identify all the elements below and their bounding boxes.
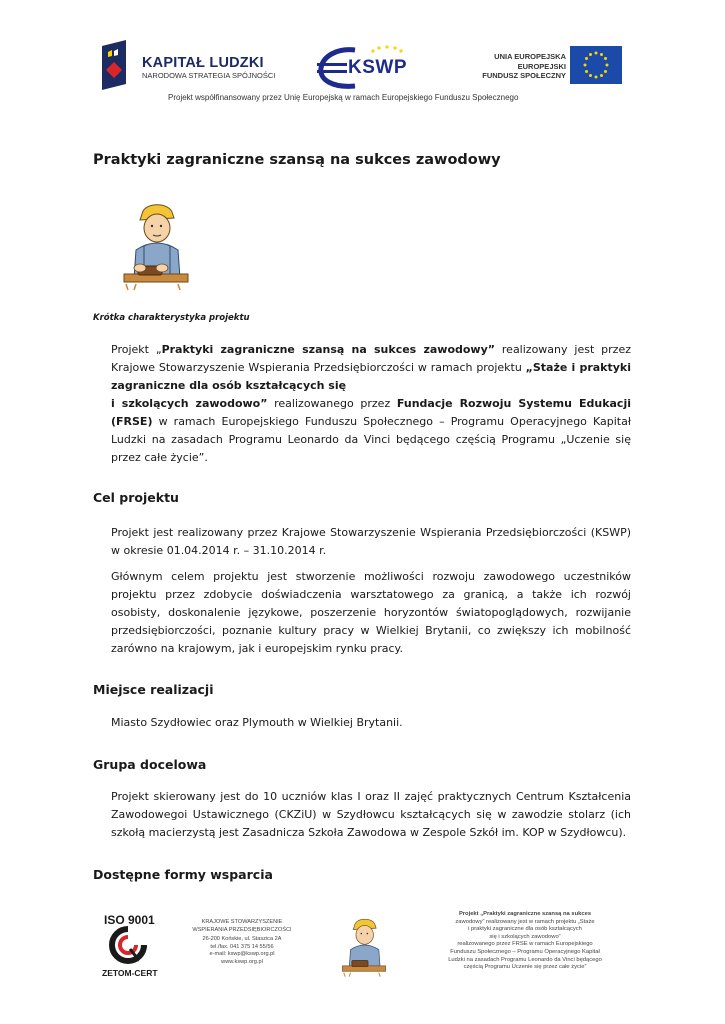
kapital-ludzki-title: KAPITAŁ LUDZKI bbox=[142, 55, 264, 71]
project-note-line: Funduszu Społecznego – Programu Operacyjnego Kapitał bbox=[450, 948, 600, 955]
kswp-contact-line: WSPIERANIA PRZEDSIĘBIORCZOŚCI bbox=[192, 926, 292, 933]
target-group-paragraph: Projekt skierowany jest do 10 uczniów klas I oraz II zajęć praktycznych Centrum Kształcenia Zawodowegoi Ustawicznego (CKZiU) w Szydłowcu kształcących się w zawodzie stolarz (ich szkołą macierzystą jest Zasadnicza Szkoła Zawodowa w Zespole Szkół im. KOP w Szydłowcu). bbox=[111, 790, 631, 839]
place-paragraph: Miasto Szydłowiec oraz Plymouth w Wielkiej Brytanii. bbox=[111, 716, 403, 729]
intro-text-4: w ramach Europejskiego Funduszu Społecznego – Programu Operacyjnego Kapitał Ludzki na zasadach Programu Leonardo da Vinci będącego częścią Programu „Uczenie się przez całe życie”. bbox=[111, 415, 631, 464]
carpenter-worker-small-illustration bbox=[340, 916, 388, 978]
goal-heading: Cel projektu bbox=[93, 490, 179, 505]
iso-9001-label: ISO 9001 bbox=[104, 913, 155, 927]
zetom-cert-logo bbox=[108, 926, 148, 964]
goal-paragraph-main: Głównym celem projektu jest stworzenie możliwości rozwoju zawodowego uczestników projektu przez zdobycie doświadczenia warsztatowego za granicą, a także ich rozwój osobisty, doskonalenie językowe, poszerzenie horyzontów światopoglądowych, rozwijanie przedsiębiorczości, poznanie kultury pracy w Wielkiej Brytanii, co zwiększy ich mobilność zarówno na krajowym, jak i europejskim rynku pracy. bbox=[111, 570, 631, 655]
project-note-line: częścią Programu Uczenie się przez całe życie” bbox=[463, 964, 587, 971]
intro-bold-frse: Fundacje Rozwoju Systemu Edukacji (FRSE) bbox=[111, 397, 631, 428]
eu-label-line: EUROPEJSKI bbox=[517, 61, 566, 71]
page-title: Praktyki zagraniczne szansą na sukces zawodowy bbox=[93, 152, 501, 168]
eu-label-line: UNIA EUROPEJSKA bbox=[494, 52, 566, 61]
kswp-contact-line: 26-200 Końskie, ul. Staszica 2A bbox=[202, 936, 282, 943]
intro-paragraph bbox=[111, 341, 631, 467]
goal-paragraph-period: Projekt jest realizowany przez Krajowe Stowarzyszenie Wspierania Przedsiębiorczości (KSWP) w okresie 01.04.2014 r. – 31.10.2014 r. bbox=[111, 526, 631, 557]
support-forms-heading: Dostępne formy wsparcia bbox=[93, 867, 273, 882]
intro-bold-parent-project: „Staże i praktyki zagraniczne dla osób kształcących się bbox=[111, 361, 631, 392]
zetom-cert-label: ZETOM-CERT bbox=[102, 968, 158, 978]
eu-label-line: FUNDUSZ SPOŁECZNY bbox=[482, 71, 566, 80]
intro-text-3: realizowanego przez bbox=[267, 397, 397, 410]
eu-social-fund-label bbox=[470, 52, 566, 81]
eu-flag-icon bbox=[570, 46, 622, 84]
intro-bold-parent-project-end: i szkolących zawodowo” bbox=[111, 397, 268, 410]
kapital-ludzki-subtitle: NARODOWA STRATEGIA SPÓJNOŚCI bbox=[142, 71, 276, 80]
kswp-logo-text: KSWP bbox=[348, 57, 407, 78]
short-description-heading: Krótka charakterystyka projektu bbox=[93, 313, 250, 323]
project-note-line: Projekt „Praktyki zagraniczne szansą na sukces bbox=[458, 911, 592, 917]
intro-text-2: realizowany jest przez Krajowe Stowarzyszenie Wspierania Przedsiębiorczości w ramach projektu bbox=[111, 343, 631, 374]
project-note-line: Ludzki na zasadach Programu Leonardo da Vinci będącego bbox=[448, 956, 602, 963]
kapital-ludzki-flag-logo bbox=[100, 40, 130, 90]
cofinancing-note: Projekt współfinansowany przez Unię Europejską w ramach Europejskiego Funduszu Społecznego bbox=[168, 93, 519, 102]
project-note-line: i praktyki zagraniczne dla osób kształcących bbox=[468, 926, 582, 933]
intro-text-1: Projekt „ bbox=[111, 343, 162, 356]
kswp-contact-line: www.kswp.org.pl bbox=[221, 958, 263, 965]
carpenter-worker-illustration bbox=[122, 200, 190, 292]
kswp-contact-line: tel./fax. 041 375 14 55/56 bbox=[210, 943, 274, 950]
project-note-line: realizowanego przez FRSE w ramach Europejskiego bbox=[457, 941, 593, 948]
place-heading: Miejsce realizacji bbox=[93, 682, 214, 697]
target-group-heading: Grupa docelowa bbox=[93, 757, 207, 772]
project-footer-note bbox=[425, 911, 625, 972]
kswp-contact-block bbox=[190, 919, 294, 967]
project-note-line: zawodowy” realizowany jest w ramach projektu „Staże bbox=[455, 918, 595, 925]
project-note-line: się i szkolących zawodowo” bbox=[489, 933, 561, 940]
kswp-contact-line: e-mail: kswp@kswp.org.pl bbox=[209, 951, 275, 958]
kswp-contact-line: KRAJOWE STOWARZYSZENIE bbox=[201, 919, 283, 925]
intro-bold-project-name: Praktyki zagraniczne szansą na sukces zawodowy” bbox=[161, 343, 495, 356]
